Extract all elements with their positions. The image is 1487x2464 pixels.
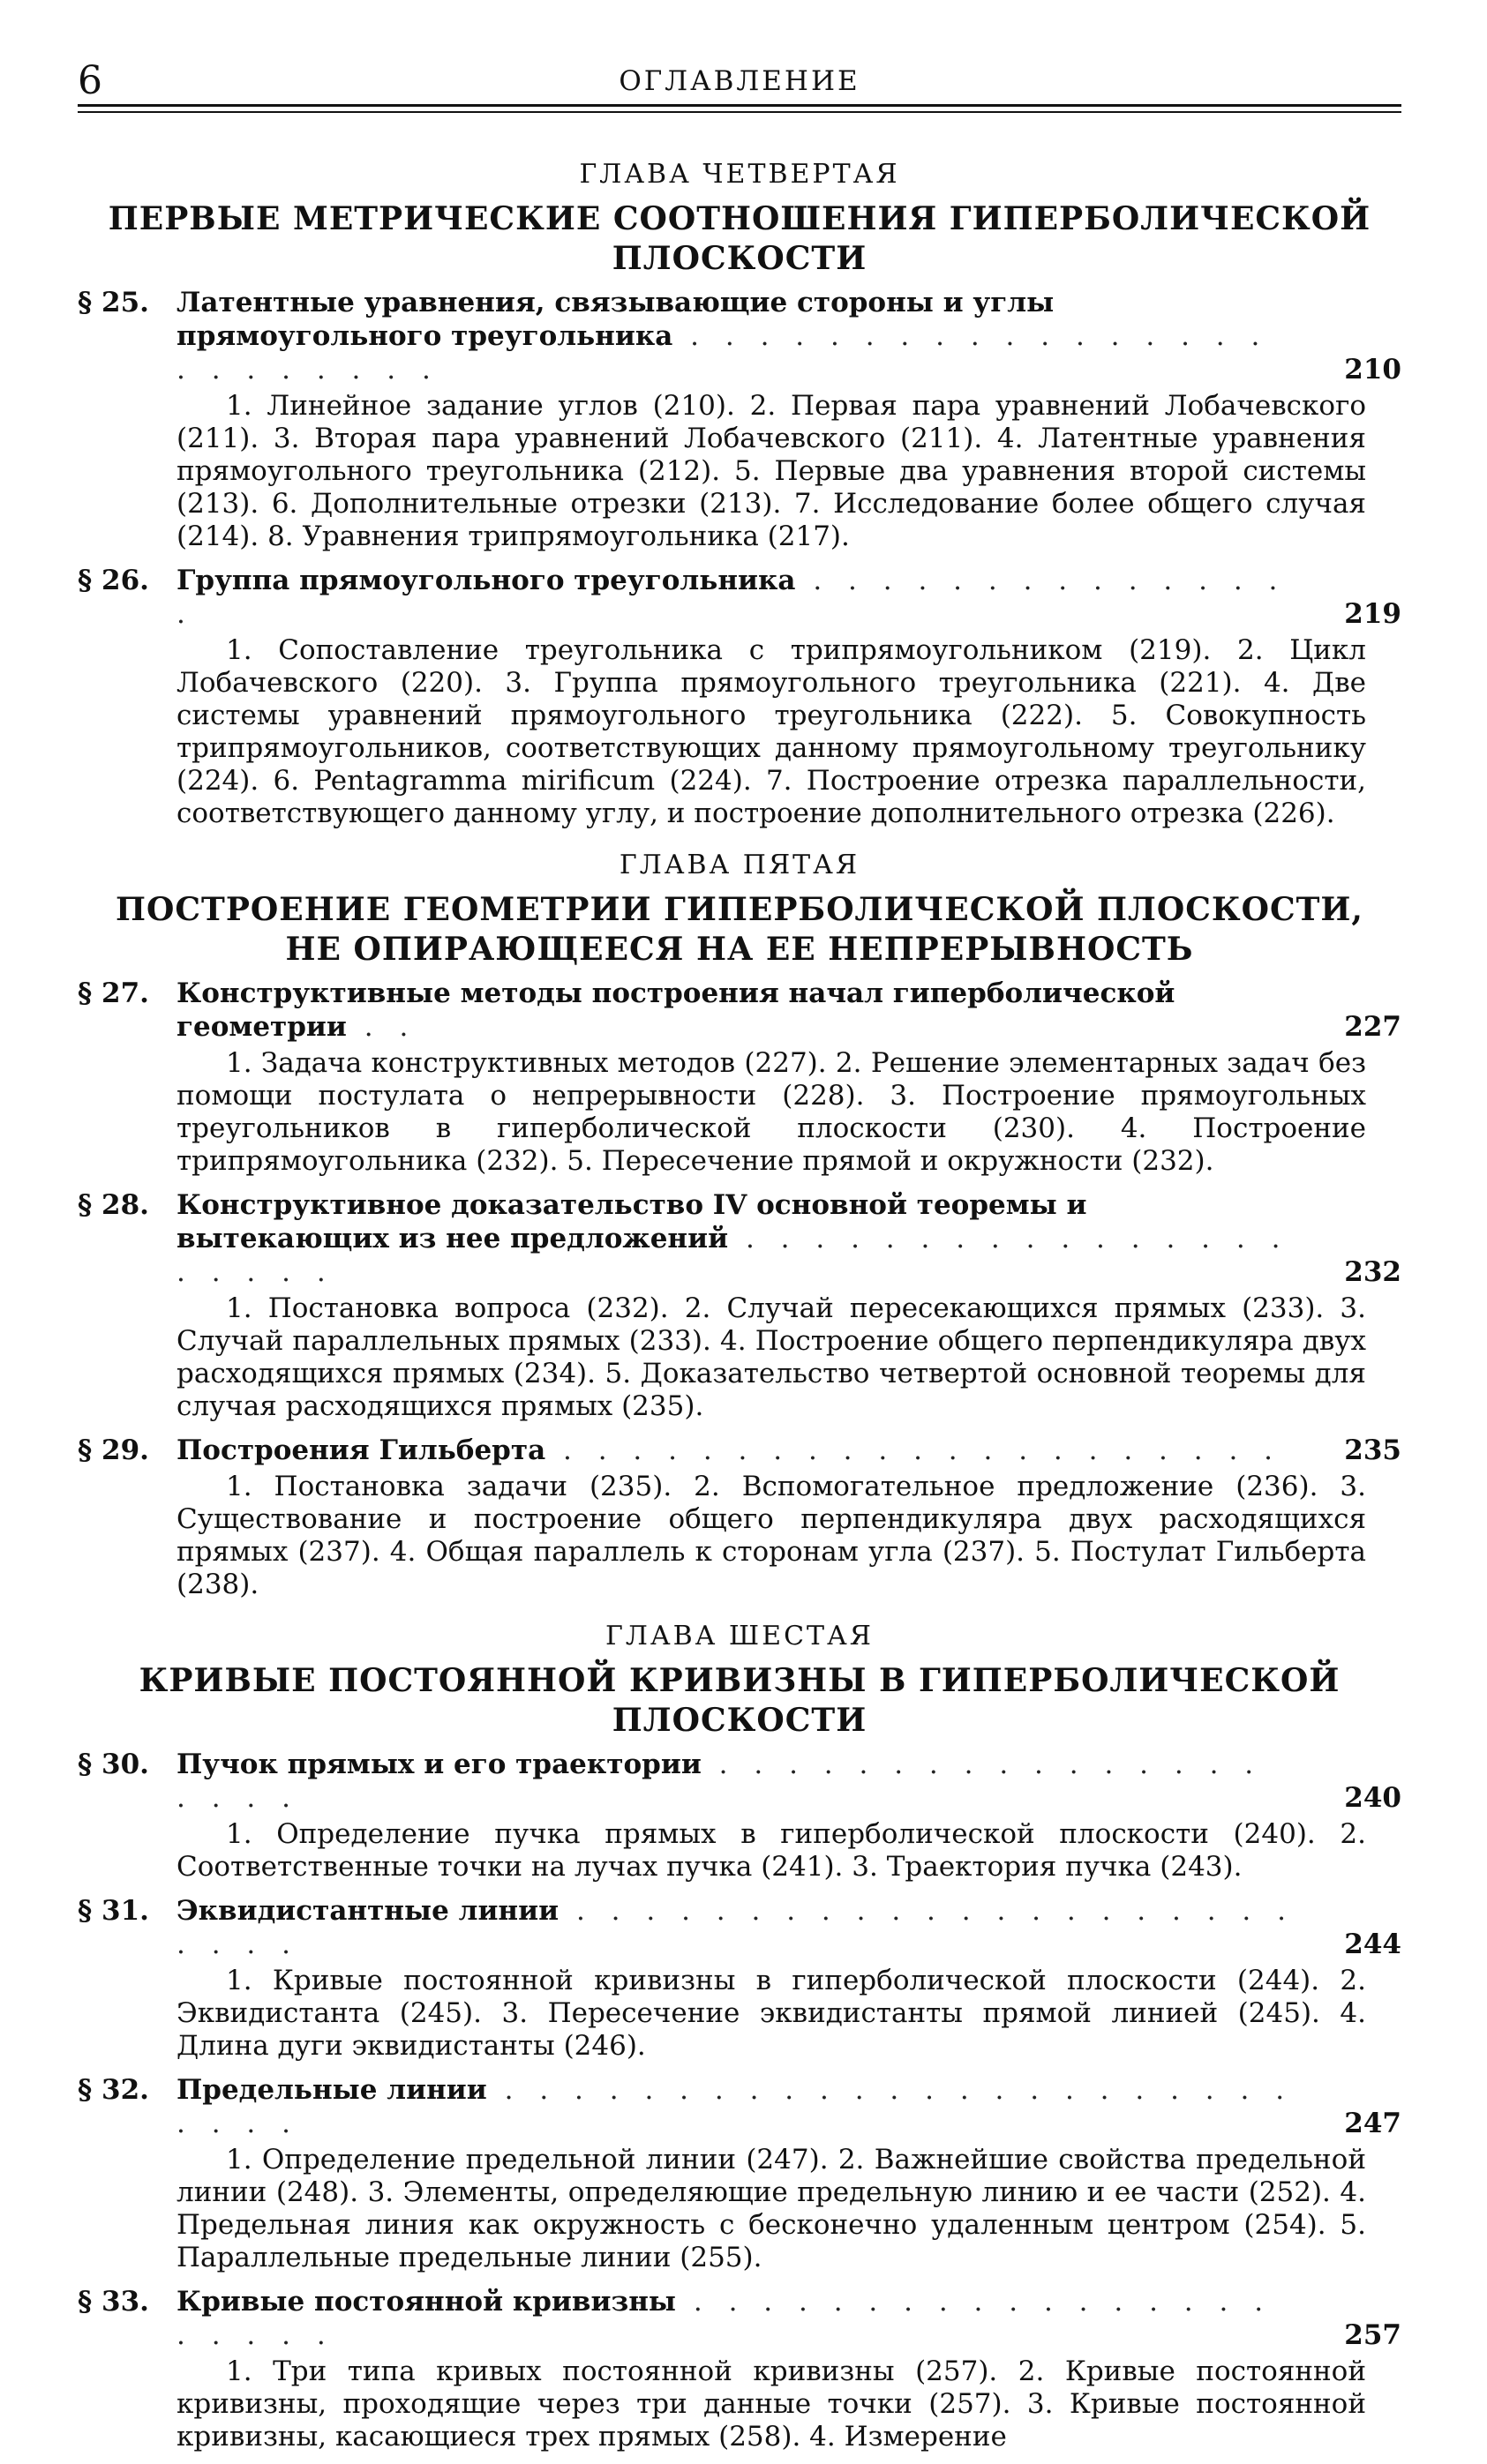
section-number: § 26. (78, 565, 149, 596)
chapter-title: КРИВЫЕ ПОСТОЯННОЙ КРИВИЗНЫ В ГИПЕРБОЛИЧЕСКОЙ ПЛОСКОСТИ (139, 1662, 1341, 1739)
section-title: Латентные уравнения, связывающие стороны и углы прямоугольного треугольника (176, 287, 1055, 352)
section-title: Построения Гильберта (176, 1434, 546, 1466)
section-summary: 1. Линейное задание углов (210). 2. Первая пара уравнений Лобачевского (211). 3. Вторая пара уравнений Лобачевского (211). 4. Латентные уравнения прямоугольного треугольника (212). 5. Первые два уравнения второй системы (213). 6. Дополнительные отрезки (213). 7. Исследование более общего случая (214). 8. Уравнения трипрямоугольника (217). (176, 390, 1366, 552)
section-page: 240 (1344, 1782, 1401, 1814)
toc-entry[interactable]: § 28. Конструктивное доказательство IV основной теоремы и вытекающих из нее предложений . . . . . . . . . . . . . . . . . . . . . 232 1. Постановка вопроса (232). 2. Случай пересекающихся прямых (233). 3. Случай параллельных прямых (233). 4. Построение общего перпендикуляра двух расходящихся прямых (234). 5. Доказательство четвертой основной теоремы для случая расходящихся прямых (235). (78, 1189, 1401, 1422)
toc-entry[interactable]: § 31. Эквидистантные линии . . . . . . . . . . . . . . . . . . . . . . . . . 244 1. Кривые постоянной кривизны в гиперболической плоскости (244). 2. Эквидистанта (245). 3. Пересечение эквидистанты прямой линией (245). 4. Длина дуги эквидистанты (246). (78, 1895, 1401, 2062)
section-summary: 1. Определение предельной линии (247). 2. Важнейшие свойства предельной линии (248). 3. Элементы, определяющие предельную линию и ее части (252). 4. Предельная линия как окружность с бесконечно удаленным центром (254). 5. Параллельные предельные линии (255). (176, 2144, 1366, 2273)
section-summary: 1. Сопоставление треугольника с трипрямоугольником (219). 2. Цикл Лобачевского (220). 3. Группа прямоугольного треугольника (221). 4. Две системы уравнений прямоугольного треугольника (222). 5. Совокупность трипрямоугольников, соответствующих данному прямоугольному треугольнику (224). 6. Pentagramma mirificum (224). 7. Построение отрезка параллельности, соответствующего данному углу, и построение дополнительного отрезка (226). (176, 634, 1366, 829)
page-header (78, 60, 1401, 104)
section-summary: 1. Постановка вопроса (232). 2. Случай пересекающихся прямых (233). 3. Случай параллельных прямых (233). 4. Построение общего перпендикуляра двух расходящихся прямых (234). 5. Доказательство четвертой основной теоремы для случая расходящихся прямых (235). (176, 1292, 1366, 1422)
section-page: 219 (1344, 598, 1401, 630)
toc-entry[interactable]: § 25. Латентные уравнения, связывающие стороны и углы прямоугольного треугольника . . . . . . . . . . . . . . . . . . . . . . . . . 210 1. Линейное задание углов (210). 2. Первая пара уравнений Лобачевского (211). 3. Вторая пара уравнений Лобачевского (211). 4. Латентные уравнения прямоугольного треугольника (212). 5. Первые два уравнения второй системы (213). 6. Дополнительные отрезки (213). 7. Исследование более общего случая (214). 8. Уравнения трипрямоугольника (217). (78, 287, 1401, 552)
toc-entry[interactable]: § 32. Предельные линии . . . . . . . . . . . . . . . . . . . . . . . . . . . 247 1. Определение предельной линии (247). 2. Важнейшие свойства предельной линии (248). 3. Элементы, определяющие предельную линию и ее части (252). 4. Предельная линия как окружность с бесконечно удаленным центром (254). 5. Параллельные предельные линии (255). (78, 2074, 1401, 2273)
chapter-label: ГЛАВА ПЯТАЯ (619, 850, 860, 880)
section-title: Группа прямоугольного треугольника (176, 565, 796, 596)
toc-entry[interactable]: § 30. Пучок прямых и его траектории . . . . . . . . . . . . . . . . . . . . 240 1. Определение пучка прямых в гиперболической плоскости (240). 2. Соответственные точки на лучах пучка (241). 3. Траектория пучка (243). (78, 1749, 1401, 1883)
running-title: ОГЛАВЛЕНИЕ (619, 65, 860, 97)
section-page: 247 (1344, 2108, 1401, 2139)
section-page: 257 (1344, 2319, 1401, 2351)
section-title: Эквидистантные линии (176, 1895, 560, 1927)
section-title: Предельные линии (176, 2074, 487, 2106)
section-title: Конструктивное доказательство IV основной теоремы и вытекающих из нее предложений (176, 1189, 1087, 1254)
section-number: § 25. (78, 287, 149, 318)
header-rule (78, 111, 1401, 113)
toc-entry[interactable]: § 33. Кривые постоянной кривизны . . . . . . . . . . . . . . . . . . . . . . 257 1. Три типа кривых постоянной кривизны (257). 2. Кривые постоянной кривизны, проходящие через три данные точки (257). 3. Кривые постоянной кривизны, касающиеся трех прямых (258). 4. Измерение (78, 2286, 1401, 2453)
section-summary: 1. Определение пучка прямых в гиперболической плоскости (240). 2. Соответственные точки на лучах пучка (241). 3. Траектория пучка (243). (176, 1818, 1366, 1883)
section-page: 232 (1344, 1256, 1401, 1288)
section-summary: 1. Задача конструктивных методов (227). 2. Решение элементарных задач без помощи постулата о непрерывности (228). 3. Построение прямоугольных треугольников в гиперболической плоскости (230). 4. Построение трипрямоугольника (232). 5. Пересечение прямой и окружности (232). (176, 1047, 1366, 1177)
section-page: 244 (1344, 1929, 1401, 1960)
section-page: 235 (1344, 1434, 1401, 1466)
section-summary: 1. Кривые постоянной кривизны в гиперболической плоскости (244). 2. Эквидистанта (245). 3. Пересечение эквидистанты прямой линией (245). 4. Длина дуги эквидистанты (246). (176, 1965, 1366, 2062)
section-number: § 30. (78, 1749, 149, 1780)
section-number: § 31. (78, 1895, 149, 1927)
section-page: 210 (1344, 354, 1401, 386)
section-summary: 1. Постановка задачи (235). 2. Вспомогательное предложение (236). 3. Существование и построение общего перпендикуляра двух расходящихся прямых (237). 4. Общая параллель к сторонам угла (237). 5. Постулат Гильберта (238). (176, 1471, 1366, 1600)
section-number: § 28. (78, 1189, 149, 1221)
toc-content (78, 139, 1401, 2464)
header-rule (78, 104, 1401, 107)
section-number: § 32. (78, 2074, 149, 2106)
toc-entry[interactable]: § 27. Конструктивные методы построения начал гиперболической геометрии . . 227 1. Задача конструктивных методов (227). 2. Решение элементарных задач без помощи постулата о непрерывности (228). 3. Построение прямоугольных треугольников в гиперболической плоскости (230). 4. Построение трипрямоугольника (232). 5. Пересечение прямой и окружности (232). (78, 977, 1401, 1177)
section-page: 227 (1344, 1011, 1401, 1043)
section-number: § 33. (78, 2286, 149, 2318)
section-title: Пучок прямых и его траектории (176, 1749, 702, 1780)
toc-entry[interactable]: § 29. Построения Гильберта . . . . . . . . . . . . . . . . . . . . . 235 1. Постановка задачи (235). 2. Вспомогательное предложение (236). 3. Существование и построение общего перпендикуляра двух расходящихся прямых (237). 4. Общая параллель к сторонам угла (237). 5. Постулат Гильберта (238). (78, 1434, 1401, 1600)
chapter-label: ГЛАВА ЧЕТВЕРТАЯ (579, 159, 900, 190)
chapter-title: ПОСТРОЕНИЕ ГЕОМЕТРИИ ГИПЕРБОЛИЧЕСКОЙ ПЛОСКОСТИ, НЕ ОПИРАЮЩЕЕСЯ НА ЕЕ НЕПРЕРЫВНОСТЬ (116, 891, 1363, 968)
section-summary: 1. Три типа кривых постоянной кривизны (257). 2. Кривые постоянной кривизны, проходящие через три данные точки (257). 3. Кривые постоянной кривизны, касающиеся трех прямых (258). 4. Измерение (176, 2355, 1366, 2453)
page-number: 6 (78, 58, 102, 103)
section-number: § 27. (78, 977, 149, 1009)
toc-page (78, 58, 1401, 2453)
section-number: § 29. (78, 1434, 149, 1466)
chapter-title: ПЕРВЫЕ МЕТРИЧЕСКИЕ СООТНОШЕНИЯ ГИПЕРБОЛИЧЕСКОЙ ПЛОСКОСТИ (108, 200, 1371, 277)
chapter-label: ГЛАВА ШЕСТАЯ (605, 1621, 874, 1651)
section-title: Кривые постоянной кривизны (176, 2286, 677, 2318)
toc-entry[interactable]: § 26. Группа прямоугольного треугольника . . . . . . . . . . . . . . . 219 1. Сопоставление треугольника с трипрямоугольником (219). 2. Цикл Лобачевского (220). 3. Группа прямоугольного треугольника (221). 4. Две системы уравнений прямоугольного треугольника (222). 5. Совокупность трипрямоугольников, соответствующих данному прямоугольному треугольнику (224). 6. Pentagramma mirificum (224). 7. Построение отрезка параллельности, соответствующего данному углу, и построение дополнительного отрезка (226). (78, 565, 1401, 829)
section-title: Конструктивные методы построения начал гиперболической геометрии (176, 977, 1175, 1043)
